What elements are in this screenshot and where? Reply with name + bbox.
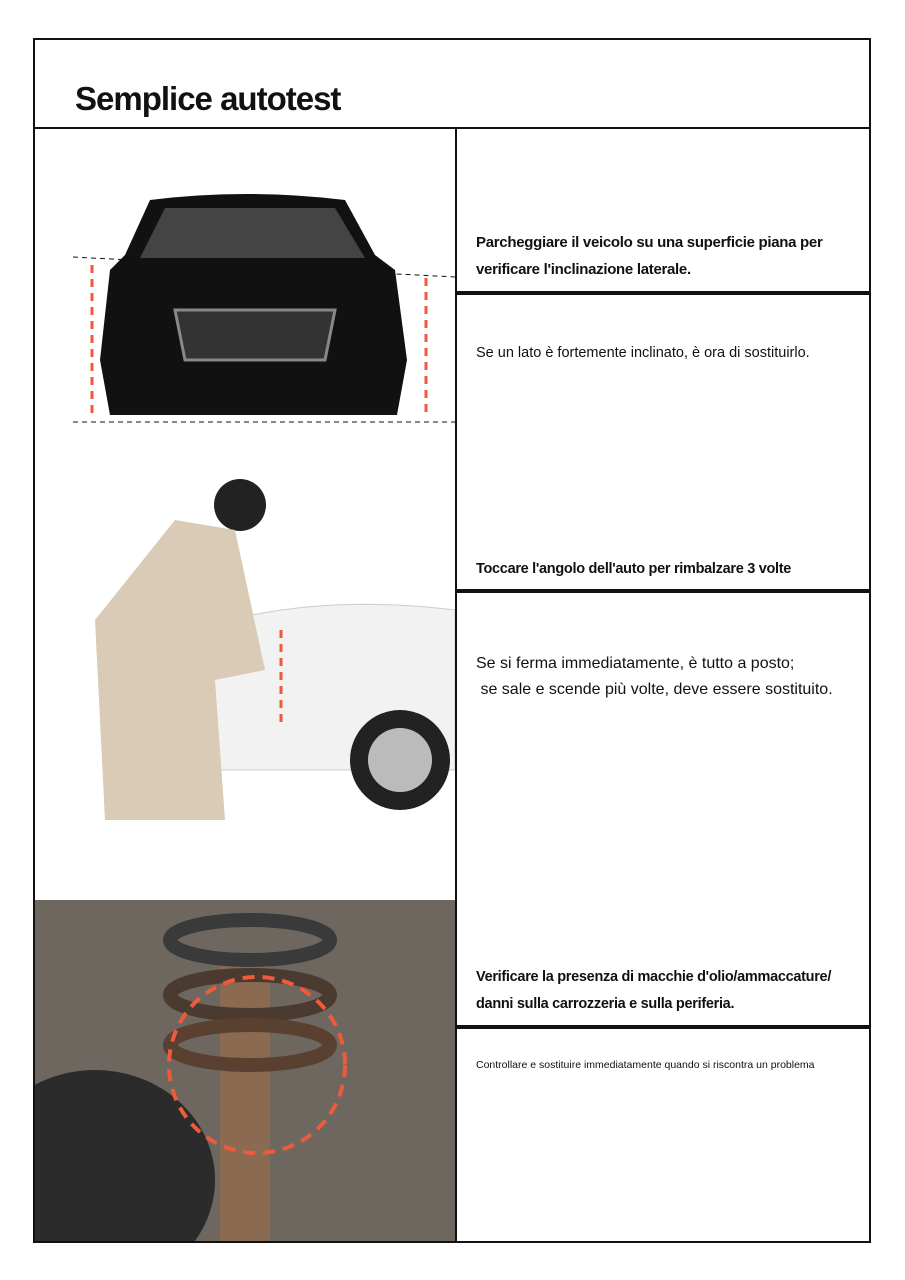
title-divider [33,127,871,129]
person-bouncing-car-image [35,470,455,830]
car-front-tilt-image [35,180,455,440]
step2-note-line1: Se si ferma immediatamente, è tutto a posto; [476,655,795,672]
step1-divider [456,291,871,295]
step1-note: Se un lato è fortemente inclinato, è ora di sostituirlo. [476,345,810,361]
page-title: Semplice autotest [75,80,341,117]
step3-note: Controllare e sostituire immediatamente quando si riscontra un problema [476,1059,815,1071]
step3-heading: Verificare la presenza di macchie d'olio/ammaccature/ danni sulla carrozzeria e sulla periferia. [476,969,832,1012]
step2-divider [456,589,871,593]
rusty-shock-absorber-image [35,900,455,1241]
step2-heading: Toccare l'angolo dell'auto per rimbalzare 3 volte [476,561,792,577]
step2-note-line2: se sale e scende più volte, deve essere sostituito. [476,681,833,698]
step3-divider [456,1025,871,1029]
step1-heading: Parcheggiare il veicolo su una superficie piana per verificare l'inclinazione laterale. [476,234,823,278]
